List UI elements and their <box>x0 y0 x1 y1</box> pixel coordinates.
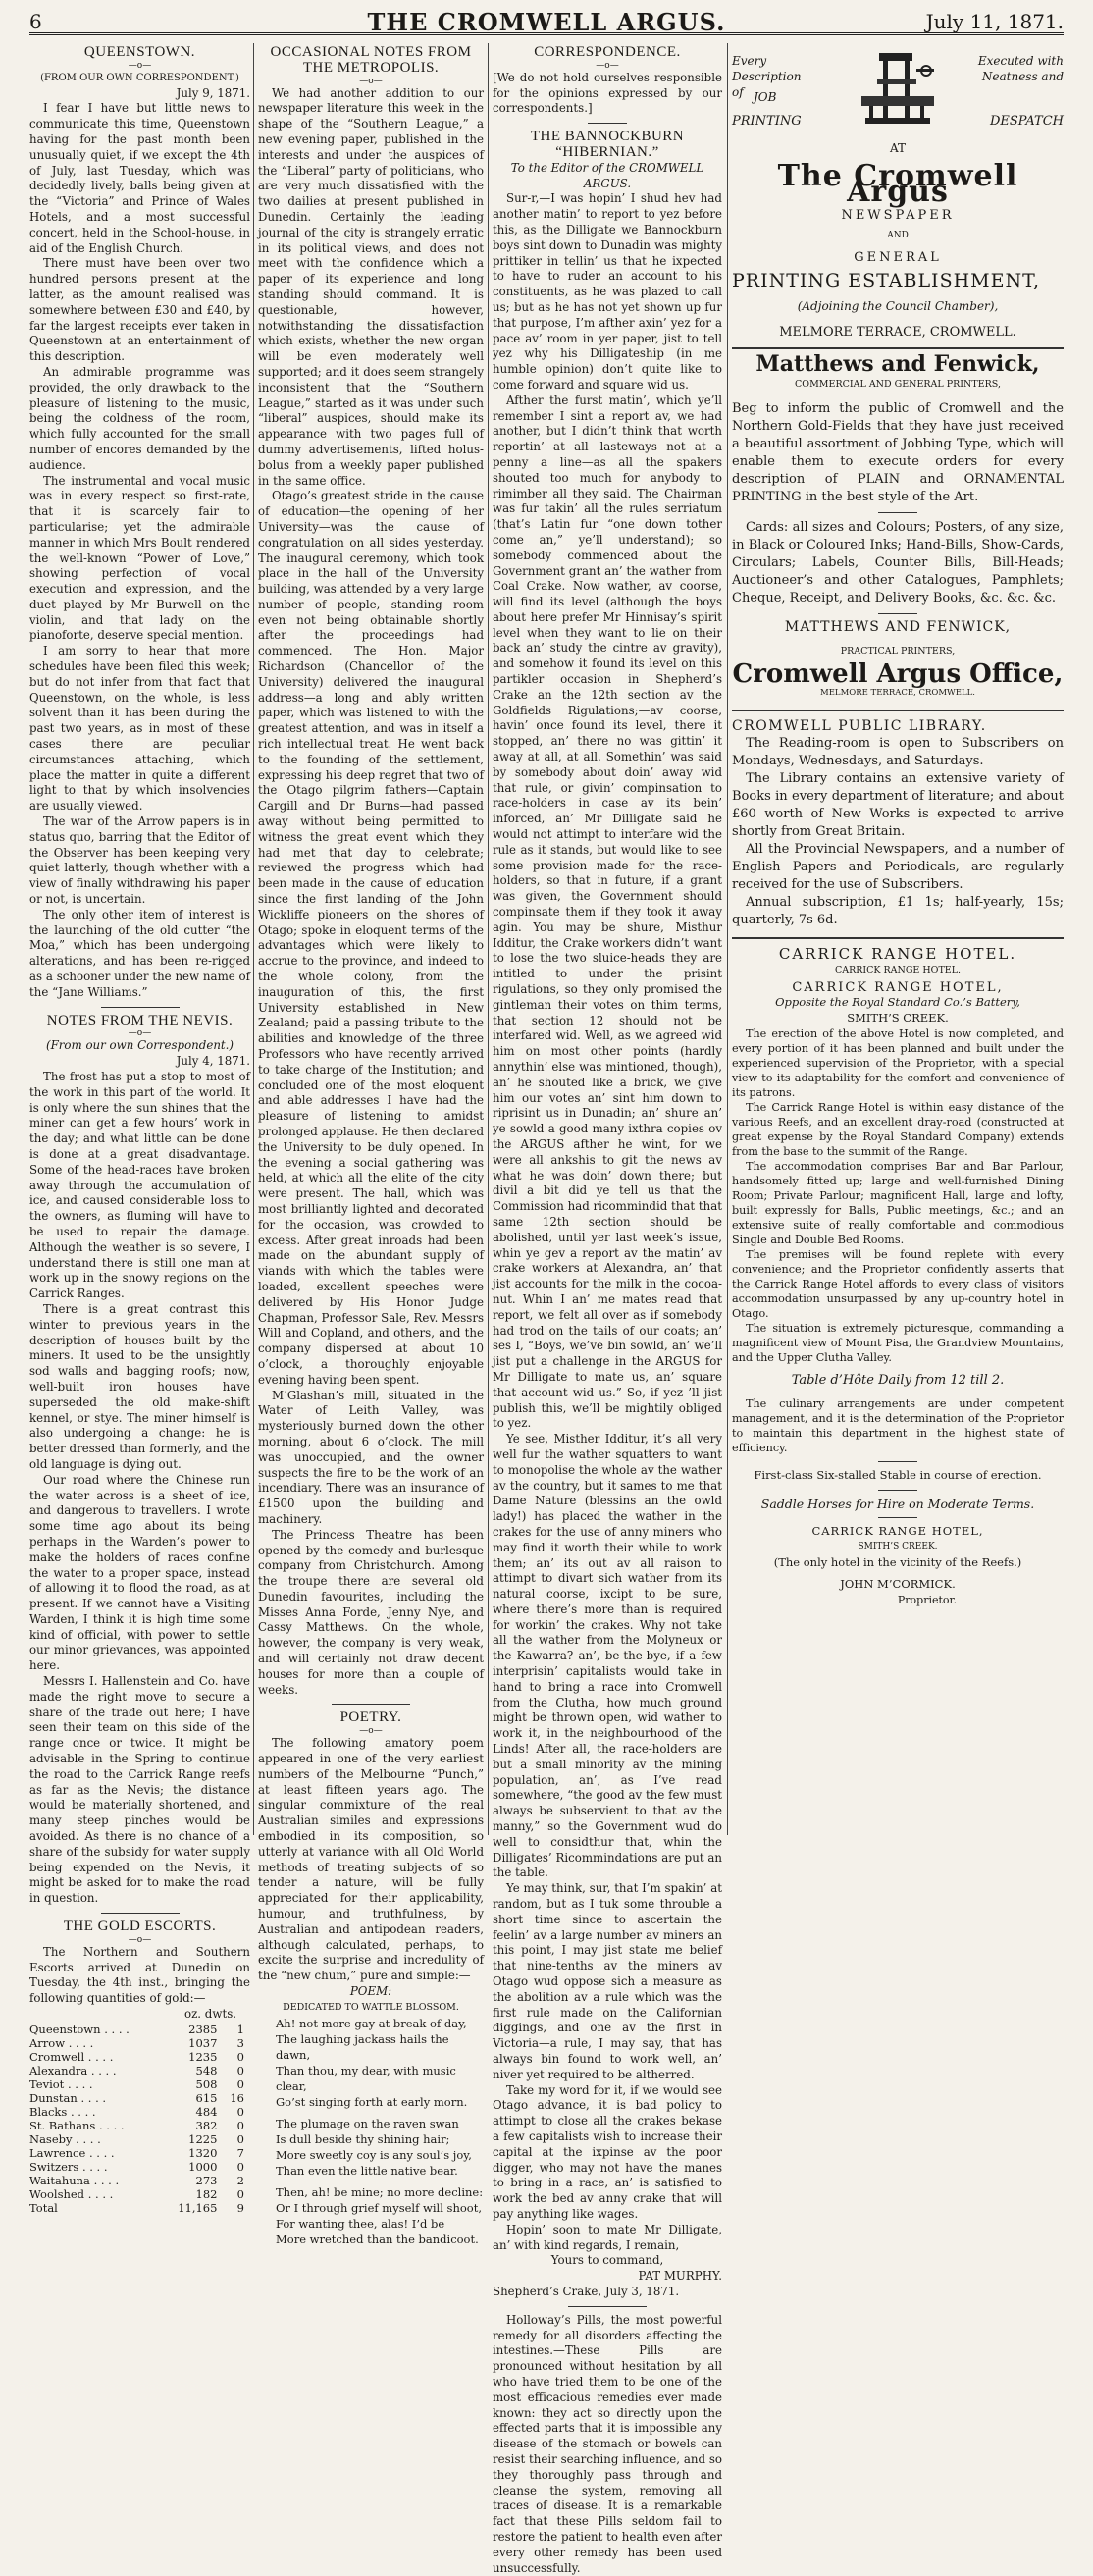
article-paragraph: The Northern and Southern Escorts arrived at Dunedin on Tuesday, the 4th inst., bringing the following quantities of gold:— <box>29 1944 250 2006</box>
divider <box>878 1490 917 1491</box>
article-paragraph: I fear I have but little news to communicate this time, Queenstown having for the past month been unusually quiet, if we except the 4th of July, last Tuesday, which was decidedly lively, balls being given at the “Victoria” and Prince of Wales Hotels, and a most successful concert, held in the School-house, in aid of the English Church. <box>29 101 250 255</box>
letter-place: Shepherd’s Crake, July 3, 1871. <box>493 2284 680 2298</box>
divider: —o— <box>596 60 619 71</box>
firm-name: Matthews and Fenwick, <box>755 351 1040 378</box>
pennyweights: 2 <box>236 2173 244 2187</box>
column-2 <box>258 43 485 2246</box>
heading-poetry: POETRY. <box>339 1709 402 1726</box>
district-name: Teviot . . . . <box>29 2077 93 2091</box>
table-total-row <box>29 2201 250 2215</box>
divider <box>878 1461 917 1462</box>
job-printing-header <box>732 43 1064 169</box>
advert-paragraph: The Reading-room is open to Subscribers on Mondays, Wednesdays, and Saturdays. <box>732 735 1064 768</box>
ounces: 484 <box>195 2104 218 2119</box>
table-row <box>29 2132 250 2146</box>
advert-text: CARRICK RANGE HOTEL, <box>811 1524 984 1539</box>
heading-nevis: NOTES FROM THE NEVIS. <box>46 1012 234 1028</box>
issue-date: July 11, 1871. <box>925 10 1064 33</box>
poem-line: More wretched than the bandicoot. <box>276 2232 479 2246</box>
argus-logo-title: The Cromwell Argus <box>777 159 1018 209</box>
divider: —o— <box>128 1934 152 1945</box>
advert-text: GENERAL <box>854 250 942 266</box>
advert-text: Proprietor. <box>897 1593 958 1606</box>
table-row <box>29 2023 250 2036</box>
divider <box>588 123 627 124</box>
advert-text: PRINTING <box>732 114 802 129</box>
article-paragraph: I am sorry to hear that more schedules have been filed this week; but do not infer from that fact that Queenstown, on the whole, is less solvent than it has been during the past two years, as in most of these cases there are peculiar circumstances attaching, which place the matter in quite a different light to that by which insolvencies are usually viewed. <box>29 644 250 814</box>
table-row <box>29 2146 250 2160</box>
advert-holloway: Holloway’s Pills, the most powerful remedy for all disorders affecting the intestines.—These Pills are pronounced without hesitation by all who have tried them to be one of the most efficacious remedies ever made known: they act so directly upon the effected parts that it is impossible any disease of the stomach or bowels can resist their searching influence, and so they thoroughly pass through and cleanse the system, removing all traces of disease. It is a remarkable fact that these Pills seldom fail to restore the patient to health even after every other remedy has been used unsuccessfully. <box>493 2312 722 2575</box>
pennyweights: 0 <box>236 2077 244 2091</box>
advert-paragraph: Beg to inform the public of Cromwell and the Northern Gold-Fields that they have just received a beautiful assortment of Jobbing Type, which will enable them to execute orders for every description of PLAIN and ORNAMENTAL PRINTING in the best style of the Art. <box>732 400 1064 504</box>
poem-verses <box>258 2016 484 2247</box>
divider: —o— <box>359 1726 383 1737</box>
advert-text: AT <box>889 141 906 155</box>
district-name: Arrow . . . . <box>29 2035 94 2050</box>
divider <box>878 613 917 614</box>
advert-text: SMITH’S CREEK. <box>858 1542 938 1552</box>
letter-paragraph: Take my word for it, if we would see Otago advance, it is bad policy to attimpt to close all the crakes bekase a few capitalists wish to increase their capital at the ixpinse av the poor digger, who may not have the manes to bring in a race, an’ is satisfied to work the bed av anny crake that will pay anything like wages. <box>493 2082 722 2221</box>
advert-text: DESPATCH <box>989 114 1064 129</box>
column-rule <box>488 43 489 1835</box>
poem-line: Than even the little native bear. <box>276 2163 458 2178</box>
divider: —o— <box>128 60 152 71</box>
pennyweights: 0 <box>236 2104 244 2119</box>
divider <box>101 1913 180 1914</box>
page-number: 6 <box>29 10 42 33</box>
table-row <box>29 2187 250 2201</box>
newspaper-title: THE CROMWELL ARGUS. <box>367 8 726 36</box>
article-paragraph: We had another addition to our newspaper literature this week in the shape of the “Southern League,” a new evening paper, published in the interests and under the auspices of the “Liberal” party of politicians, who are very much dissatisfied with the two dailies at present published in Dunedin. Certainly the leading journal of the city is strangely erratic in its political views, and does not meet with the confidence which a paper of its experience and long standing should command. It is questionable, however, notwithstanding the dissatisfaction which exists, whether the new organ will be even moderately well supported; and it does seem strangely inconsistent that the “Southern League,” started as it was under such “liberal” auspices, should make its appearance with two pages full of dummy advertisements, lifted holus-bolus from a weekly paper published in the same office. <box>258 85 484 488</box>
ounces: 382 <box>195 2118 218 2132</box>
district-name: Waitahuna . . . . <box>29 2173 120 2187</box>
pennyweights: 1 <box>236 2022 244 2036</box>
district-name: Switzers . . . . <box>29 2159 108 2174</box>
advert-paragraph: The Carrick Range Hotel is within easy distance of the various Reefs, and an excellent dray-road (constructed at great expense by the Royal Standard Company) extends from the base to the summit of the Range. <box>732 1100 1064 1158</box>
divider <box>101 1007 180 1008</box>
article-paragraph: The war of the Arrow papers is in status quo, barring that the Editor of the Observer has been keeping very quiet latterly, though whether with a view of finally withdrawing his paper or not, is uncertain. <box>29 815 250 907</box>
poem-line: Than thou, my dear, with music clear, <box>276 2063 456 2093</box>
pennyweights: 0 <box>236 2186 244 2201</box>
district-name: Woolshed . . . . <box>29 2186 114 2201</box>
article-paragraph: Otago’s greatest stride in the cause of education—the opening of her University—was the cause of congratulation on all sides yesterday. The inaugural ceremony, which took place in the hall of the University building, was attended by a very large number of people, standing room even not being obtainable shortly after the proceedings had commenced. The Hon. Major Richardson (Chancellor of the University) delivered the inaugural address—a long and ably written paper, which was listened to with the greatest attention, and was in itself a rich intellectual treat. He went back to the founding of the settlement, expressing his deep regret that two of the Otago pilgrim fathers—Captain Cargill and Dr Burns—had passed away without being permitted to witness the great event which they had met that day to celebrate; reviewed the progress which had been made in the cause of education since the first landing of the John Wickliffe pioneers on the shores of Otago; spoke in eloquent terms of the advantages which were likely to accrue to the province, and indeed to the whole colony, from the inauguration of this, the first University established in New Zealand; paid a passing tribute to the abilities and knowledge of the three Professors who have recently arrived to take charge of the Institution; and concluded one of the most eloquent and able addresses I have had the pleasure of listening to amidst prolonged applause. He then declared the University to be duly opened. In the evening a social gathering was held, at which all the elite of the city were present. The hall, which was most brilliantly lighted and decorated for the occasion, was crowded to excess. After great inroads had been made on the abundant supply of viands with which the tables were loaded, excellent speeches were delivered by His Honor Judge Chapman, Professor Sale, Rev. Messrs Will and Copland, and others, and the company dispersed at about 10 o’clock, a thoroughly enjoyable evening having been spent. <box>258 489 485 1387</box>
column-rule <box>253 43 254 1835</box>
table-row <box>29 2077 250 2091</box>
units-header: oz. dwts. <box>183 2007 236 2022</box>
letter-paragraph: Sur-r,—I was hopin’ I shud hev had another matin’ to report to yez before this, as the Dilligate we Bannockburn boys sint down to Dunadin was mighty prittiker in tellin’ us that he ixpected to have to ruder an account to his constituents, as he was plazed to call us; but as he has not yet shown up fur that purpose, I’m afther axin’ yez for a pace av’ room in yer paper, jist to tell yez why his Dilligateship (in me humble opinion) don’t quite like to come forward and square wid us. <box>493 191 722 392</box>
ounces: 182 <box>195 2186 218 2201</box>
ounces: 1037 <box>188 2035 218 2050</box>
poem-stanza <box>276 2016 484 2110</box>
advert-text: PRACTICAL PRINTERS, <box>840 645 956 657</box>
heading-queenstown: QUEENSTOWN. <box>83 44 196 60</box>
article-paragraph: There is a great contrast this winter to previous years in the description of houses built by the miners. It used to be the unsightly sod walls and bagging roofs; now, well-built iron houses have superseded the old make-shift kennel, or stye. The miner himself is also undergoing a change: he is better dressed than formerly, and the old language is dying out. <box>29 1301 250 1471</box>
letter-paragraph: Ye see, Misther Idditur, it’s all very well fur the wather squatters to want to monopolise the whole av the wather av the country, but it sames to me that Dame Nature (blessins an the owld lady!) has placed the wather in the crakes for the use of anny miners who may find it worth their while to work them; an’ its out av all raison to attimpt to divart sich wather from its natural coorse, ixcipt to be sure, where there’s more than is required for workin’ the crakes. Why not take all the wather from the Molyneux or the Kawarra? an’, be-the-bye, if a few interprisin’ capitalists would take in hand to bring a race into Cromwell from the Clutha, how much ground might be thrown open, wid wather to work it, in the neighbourhood of the Linds! After all, the race-holders are but a small minority av the mining population, an’, as I’ve read somewhere, “the good av the few must always be subservient to that av the manny,” so the Government wud do well to considthur that, whin the Dilligates’ Ricommindations are put an the table. <box>493 1432 722 1880</box>
letter-signature: PAT MURPHY. <box>638 2269 722 2284</box>
divider <box>878 512 917 513</box>
argus-office-title: Cromwell Argus Office, <box>732 658 1064 689</box>
advert-text: NEWSPAPER <box>841 207 955 223</box>
ounces: 548 <box>195 2063 218 2077</box>
salutation: To the Editor of the CROMWELL ARGUS. <box>510 160 704 190</box>
pennyweights: 0 <box>236 2118 244 2132</box>
table-row <box>29 2091 250 2105</box>
dateline: July 9, 1871. <box>176 85 250 100</box>
heading-bannockburn: THE BANNOCKBURN “HIBERNIAN.” <box>530 129 685 160</box>
table-row <box>29 2105 250 2119</box>
letter-close: Yours to command, <box>550 2253 664 2268</box>
article-paragraph: The only other item of interest is the launching of the old cutter “the Moa,” which has been undergoing alterations, and has been re-rigged as a schooner under the new name of the “Jane Williams.” <box>29 907 250 999</box>
table-row <box>29 2050 250 2064</box>
poem-line: Go’st singing forth at early morn. <box>276 2094 468 2109</box>
pennyweights: 0 <box>236 2159 244 2174</box>
letter-paragraph: Ye may think, sur, that I’m spakin’ at random, but as I tuk some throuble a short time since to ascertain the feelin’ av a large number av miners an this point, I may jist state me belief that nine-tenths av the miners av Otago wud oppose sich a measure as the abolition av a rule which was the first rule made on the Californian diggings, and one av the first in Victoria—a rule, I may say, that has always bin found to work well, an’ niver yet required to be altherred. <box>493 1881 722 2081</box>
advert-text: MELMORE TERRACE, CROMWELL. <box>820 688 975 699</box>
advert-text: (Adjoining the Council Chamber), <box>797 298 999 313</box>
advert-text: Saddle Horses for Hire on Moderate Terms. <box>760 1496 1035 1511</box>
divider: —o— <box>359 76 383 86</box>
advert-text: MELMORE TERRACE, CROMWELL. <box>779 324 1016 340</box>
pennyweights: 9 <box>236 2200 244 2215</box>
advert-text: Opposite the Royal Standard Co.’s Battery, <box>775 995 1020 1010</box>
advert-text: COMMERCIAL AND GENERAL PRINTERS, <box>795 379 1001 391</box>
column-3 <box>493 43 723 2575</box>
heading-gold-escorts: THE GOLD ESCORTS. <box>63 1919 217 1935</box>
ounces: 2385 <box>188 2022 218 2036</box>
divider <box>568 2306 647 2307</box>
advert-paragraph: Annual subscription, £1 1s; half-yearly, 15s; quarterly, 7s 6d. <box>732 894 1064 927</box>
ounces: 1235 <box>188 2049 218 2064</box>
ounces: 1320 <box>188 2145 218 2160</box>
heading-metropolis: OCCASIONAL NOTES FROM THE METROPOLIS. <box>270 44 472 76</box>
article-paragraph: Messrs I. Hallenstein and Co. have made the right move to secure a share of the trade out here; I have seen their team on this side of the range once or twice. It might be advisable in the Spring to continue the road to the Carrick Range reefs as far as the Nevis; the distance would be materially shortened, and many steep pinches would be avoided. As there is no chance of a share of the subsidy for water supply being expended on the Nevis, it might be asked for to make the road in question. <box>29 1674 250 1906</box>
divider: —o— <box>128 1028 152 1039</box>
poem-stanza <box>276 2116 484 2179</box>
pennyweights: 0 <box>236 2063 244 2077</box>
district-name: Lawrence . . . . <box>29 2145 115 2160</box>
advert-paragraph: The situation is extremely picturesque, commanding a magnificent view of Mount Pisa, the Grandview Mountains, and the Upper Clutha Valley. <box>732 1321 1064 1364</box>
letter-paragraph: Hopin’ soon to mate Mr Dilligate, an’ with kind regards, I remain, <box>493 2222 722 2252</box>
pennyweights: 0 <box>236 2131 244 2146</box>
table-row <box>29 2160 250 2174</box>
poem-title: POEM: <box>349 1984 392 1999</box>
masthead <box>29 6 1064 35</box>
printing-press-icon <box>858 49 938 131</box>
poem-line: More sweetly coy is any soul’s joy, <box>276 2147 472 2162</box>
ounces: 11,165 <box>178 2200 218 2215</box>
district-name: Queenstown . . . . <box>29 2022 130 2036</box>
divider <box>878 1517 917 1518</box>
advert-paragraph: Cards: all sizes and Colours; Posters, of any size, in Black or Coloured Inks; Hand-Bills, Show-Cards, Circulars; Labels, Counter Bills, Bill-Heads; Auctioneer’s and other Catalogues, Pamphlets; Cheque, Receipt, and Delivery Books, &c. &c. &c. <box>732 519 1064 605</box>
poem-dedication: DEDICATED TO WATTLE BLOSSOM. <box>283 2001 459 2013</box>
poem-line: Ah! not more gay at break of day, <box>276 2016 467 2030</box>
advert-text: JOB <box>754 90 777 104</box>
advert-paragraph: The premises will be found replete with every convenience; and the Proprietor confidently asserts that the Carrick Range Hotel affords to every class of visitors accommodation unsurpassed by any up-country hotel in Otago. <box>732 1247 1064 1320</box>
district-name: Dunstan . . . . <box>29 2090 107 2105</box>
table-row <box>29 2119 250 2132</box>
column-rule <box>727 43 728 1835</box>
heading-correspondence: CORRESPONDENCE. <box>534 44 681 60</box>
advert-text: Table d’Hôte Daily from 12 till 2. <box>791 1372 1005 1388</box>
pennyweights: 16 <box>230 2090 244 2105</box>
district-name: Blacks . . . . <box>29 2104 96 2119</box>
article-paragraph: There must have been over two hundred persons present at the latter, as the amount realised was somewhere between £30 and £40, by far the largest receipts ever taken in Queenstown at an entertainment of this description. <box>29 256 250 364</box>
article-paragraph: An admirable programme was provided, the only drawback to the pleasure of listening to the music, being the coldness of the room, which fully accounted for the small number of encores demanded by the audience. <box>29 364 250 472</box>
poem-line: Or I through grief myself will shoot, <box>276 2200 482 2215</box>
ounces: 1000 <box>188 2159 218 2174</box>
advert-paragraph: The culinary arrangements are under competent management, and it is the determination of the Proprietor to maintain this department in the highest state of efficiency. <box>732 1396 1064 1454</box>
ounces: 615 <box>195 2090 218 2105</box>
article-paragraph: The frost has put a stop to most of the work in this part of the world. It is only where the sun shines that the miner can get a few hours’ work in the day; and what little can be done is done at a great disadvantage. Some of the head-races have broken away through the accumulation of ice, and caused considerable loss to the owners, as fluming will have to be used to repair the damage. Although the weather is so severe, I understand there is still one man at work up in the snowy regions on the Carrick Ranges. <box>29 1070 250 1301</box>
dateline: July 4, 1871. <box>176 1054 250 1069</box>
district-name: Naseby . . . . <box>29 2131 101 2146</box>
advert-paragraph: The Library contains an extensive variety of Books in every department of literature; and about £60 worth of New Works is expected to arrive shortly from Great Britain. <box>732 770 1064 839</box>
district-name: Cromwell . . . . <box>29 2049 114 2064</box>
district-name: St. Bathans . . . . <box>29 2118 125 2132</box>
poem-line: The laughing jackass hails the dawn, <box>276 2031 449 2062</box>
divider <box>732 937 1064 939</box>
advert-text: CARRICK RANGE HOTEL, <box>792 979 1004 995</box>
column-4 <box>732 43 1064 1835</box>
advert-text: (The only hotel in the vicinity of the Reefs.) <box>773 1554 1022 1569</box>
district-name: Alexandra . . . . <box>29 2063 117 2077</box>
article-paragraph: The following amatory poem appeared in one of the very earliest numbers of the Melbourne “Punch,” at least fifteen years ago. The singular commixture of the real Australian similes and expressions embodied in its composition, so utterly at variance with all Old World methods of treating subjects of so tender a nature, will be fully appreciated for their applicability, humour, and truthfulness, by Australian and antipodean readers, although calculated, perhaps, to excite the surprise and incredulity of the “new chum,” pure and simple:— <box>258 1736 484 1983</box>
correspondent-line: (From our own Correspondent.) <box>45 1038 234 1053</box>
pennyweights: 0 <box>236 2049 244 2064</box>
editor-note: [We do not hold ourselves responsible for the opinions expressed by our correspondents.] <box>493 70 722 116</box>
article-paragraph: The Princess Theatre has been opened by the comedy and burlesque company from Christchurch. Among the troupe there are several old Dunedin favourites, including the Misses Anna Forde, Jenny Nye, and Cassy Matthews. On the whole, however, the company is very weak, and will certainly not draw decent houses for more than a couple of weeks. <box>258 1527 484 1697</box>
advert-text: SMITH’S CREEK. <box>847 1011 949 1025</box>
ounces: 508 <box>195 2077 218 2091</box>
table-row <box>29 2036 250 2050</box>
advert-text: CARRICK RANGE HOTEL. <box>834 964 962 975</box>
hotel-heading: CARRICK RANGE HOTEL. <box>778 944 1017 963</box>
poem-line: For wanting thee, alas! I’d be <box>276 2216 445 2231</box>
correspondent-line: (FROM OUR OWN CORRESPONDENT.) <box>40 72 239 83</box>
advert-paragraph: All the Provincial Newspapers, and a number of English Papers and Periodicals, are regularly received for the use of Subscribers. <box>732 841 1064 892</box>
advert-text: First-class Six-stalled Stable in course of erection. <box>754 1467 1042 1482</box>
advert-text: PRINTING ESTABLISHMENT, <box>732 269 1041 291</box>
ounces: 1225 <box>188 2131 218 2146</box>
table-row <box>29 2064 250 2077</box>
letter-paragraph: Afther the furst matin’, which ye’ll remember I sint a report av, we had another, but I didn’t think that worth reportin’ at all—lasteways not at a penny a line—as all the spakers shouted too much for anybody to rimimber all they said. The Chairman was fur takin’ all the rules serriatum (that’s Latin fur “one down tother come an,” ye’ll understand); so somebody commenced about the Government grant an’ the wather from Coal Crake. Now wather, av coorse, will find its level (although the boys about here prefer Mr Hinnisay’s spirit level when they want to lie on their back an’ study the cintre av gravity), and somehow it found its level on this partikler occasion in Shepherd’s Crake an the 12th section av the Goldfields Rigulations;—av coorse, havin’ once found its level, there it stopped, an’ there no was gittin’ it away at all, at all. Somethin’ was said by somebody about doin’ away wid that rule, or givin’ compinsation to race-holders in case av its bein’ inforced, an’ Mr Dilligate said he would not attimpt to interfare wid the rule as it stands, but would like to see some provision made for the race-holders, so that in future, if a grant was given, the Government should compinsate them if they took it away agin. You may be shure, Misthur Idditur, the Crake workers didn’t want to lose the two sluice-heads they are intitled to under the prisint rigulations, so they only promised the gintleman their votes on thim terms, that section 12 should not be interfared wid. Well, as we agreed wid him on most other points (hardly annythin’ else was mintioned, though), an’ he shouted like a brick, we give him our votes an’ sint him down to riprisint us in Dunadin; an’ shure an’ ye sowld a good many ixthra copies ov the ARGUS afther he wint, for we were all ankshis to git the news av what he was doin’ down there; but divil a bit did ye tell us that the Commission had ricommindid that that same 12th section should be abolished, until yer last week’s issue, whin ye gev a report av the matin’ av crake workers at Alexandra, an’ that jist accounts for the milk in the cocoa-nut. Whin I an’ me mates read that report, we felt all over as if somebody had trod on the tails of our coats; an’ ses I, “Boys, we’ve bin sowld, an’ we’ll jist put a challenge in the ARGUS for Mr Dilligate to mate us, an’ square that account wid us.” So, if yez ’ll jist publish this, we’ll be mightily obliged to yez. <box>493 393 723 1431</box>
poem-line: The plumage on the raven swan <box>276 2116 459 2130</box>
poem-line: Then, ah! be mine; no more decline: <box>276 2184 484 2199</box>
pennyweights: 7 <box>236 2145 244 2160</box>
ounces: 273 <box>195 2173 218 2187</box>
article-paragraph: Our road where the Chinese run the water across is a sheet of ice, and dangerous to travellers. I wrote some time ago about its being perhaps in the Warden’s power to make the holders of races confine the water to a proper space, instead of allowing it to flood the road, as at present. If we cannot have a Visiting Warden, I think it is high time some kind of official, with power to settle our minor grievances, was appointed here. <box>29 1472 250 1673</box>
poem-stanza <box>276 2184 484 2247</box>
divider <box>332 1704 410 1705</box>
district-name: Total <box>29 2200 58 2215</box>
article-paragraph: M’Glashan’s mill, situated in the Water of Leith Valley, was mysteriously burned down the other morning, about 6 o’clock. The mill was unoccupied, and the owner suspects the fire to be the work of an incendiary. There was an insurance of £1500 upon the building and machinery. <box>258 1388 484 1526</box>
divider <box>732 347 1064 349</box>
article-paragraph: The instrumental and vocal music was in every respect so first-rate, that it is scarcely fair to particularise; yet the admirable manner in which Mrs Boult rendered the well-known “Power of Love,” showing perfection of vocal execution and expression, and the duet played by Mr Burwell on the violin, and that lady on the pianoforte, deserve special mention. <box>29 473 250 643</box>
advert-text: Executed with Neatness and <box>977 54 1064 83</box>
poem-line: Is dull beside thy shining hair; <box>276 2131 450 2146</box>
divider <box>732 710 1064 711</box>
advert-paragraph: The accommodation comprises Bar and Bar Parlour, handsomely fitted up; large and well-furnished Dining Room; Private Parlour; magnificent Hall, large and lofty, built expressly for Balls, Public meetings, &c.; and an extensive suite of really comfortable and commodious Single and Double Bed Rooms. <box>732 1159 1064 1246</box>
advert-paragraph: The erection of the above Hotel is now completed, and every portion of it has been planned and built under the experienced supervision of the Proprietor, with a special view to its adaptability for the comfort and convenience of its patrons. <box>732 1026 1064 1099</box>
advert-text: AND <box>887 231 909 241</box>
advert-text: MATTHEWS AND FENWICK, <box>784 618 1012 635</box>
library-heading: CROMWELL PUBLIC LIBRARY. <box>732 718 987 735</box>
pennyweights: 3 <box>236 2035 244 2050</box>
advert-text: Every Description of <box>732 54 802 99</box>
gold-escort-table <box>29 2023 250 2215</box>
column-1 <box>29 43 250 2215</box>
advert-text: JOHN M’CORMICK. <box>840 1576 956 1591</box>
table-row <box>29 2174 250 2187</box>
